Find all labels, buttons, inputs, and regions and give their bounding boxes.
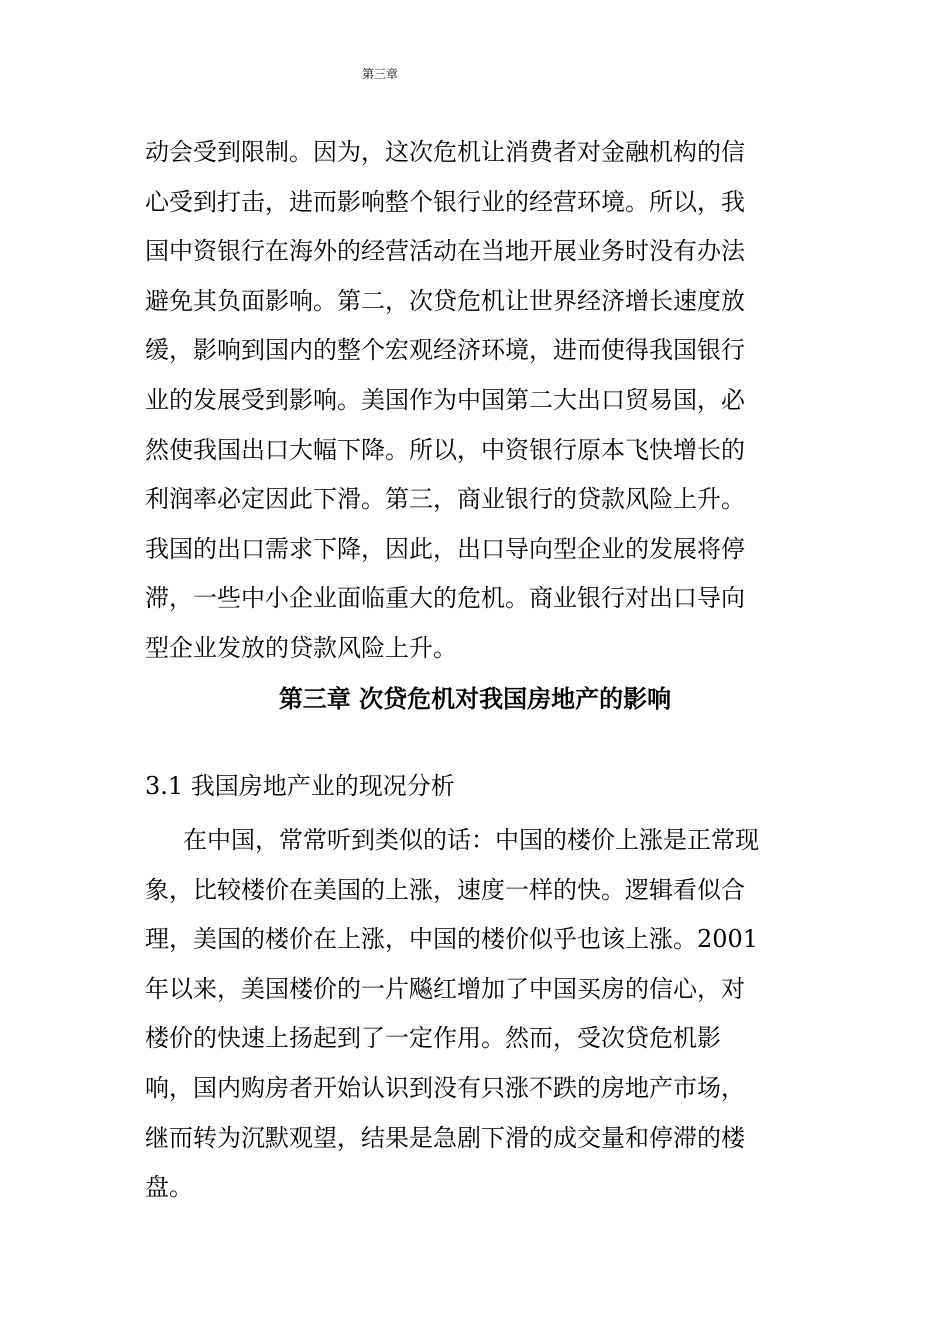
paragraph-line: 业的发展受到影响。美国作为中国第二大出口贸易国，必 [145,385,745,414]
paragraph-line: 缓，影响到国内的整个宏观经济环境，进而使得我国银行 [145,336,745,365]
paragraph-line: 理，美国的楼价在上涨，中国的楼价似乎也该上涨。2001 [145,925,759,954]
body-paragraph [145,128,805,674]
paragraph-line: 响，国内购房者开始认识到没有只涨不跌的房地产市场， [145,1073,745,1102]
section-heading: 3.1 我国房地产业的现况分析 [145,772,455,800]
paragraph-line: 然使我国出口大幅下降。所以，中资银行原本飞快增长的 [145,435,745,464]
paragraph-line: 盘。 [145,1173,193,1202]
paragraph-line: 年以来，美国楼价的一片飚红增加了中国买房的信心，对 [145,974,745,1003]
paragraph-line: 动会受到限制。因为，这次危机让消费者对金融机构的信 [145,138,745,166]
paragraph-line: 滞，一些中小企业面临重大的危机。商业银行对出口导向 [145,584,745,613]
paragraph-line: 利润率必定因此下滑。第三，商业银行的贷款风险上升。 [145,485,745,514]
paragraph-line: 继而转为沉默观望，结果是急剧下滑的成交量和停滞的楼 [145,1123,745,1152]
paragraph-line: 我国的出口需求下降，因此，出口导向型企业的发展将停 [145,534,745,563]
paragraph-line: 在中国，常常听到类似的话：中国的楼价上涨是正常现 [183,826,759,854]
paragraph-line: 象，比较楼价在美国的上涨，速度一样的快。逻辑看似合 [145,875,745,904]
body-paragraph [145,816,805,1213]
paragraph-line: 心受到打击，进而影响整个银行业的经营环境。所以，我 [145,187,745,216]
paragraph-line: 避免其负面影响。第二，次贷危机让世界经济增长速度放 [145,286,745,315]
chapter-title: 第三章 次贷危机对我国房地产的影响 [278,684,672,713]
paragraph-line: 楼价的快速上扬起到了一定作用。然而，受次贷危机影 [145,1024,721,1053]
paragraph-line: 国中资银行在海外的经营活动在当地开展业务时没有办法 [145,237,745,266]
running-header: 第三章 [361,67,398,81]
paragraph-line: 型企业发放的贷款风险上升。 [145,633,457,662]
